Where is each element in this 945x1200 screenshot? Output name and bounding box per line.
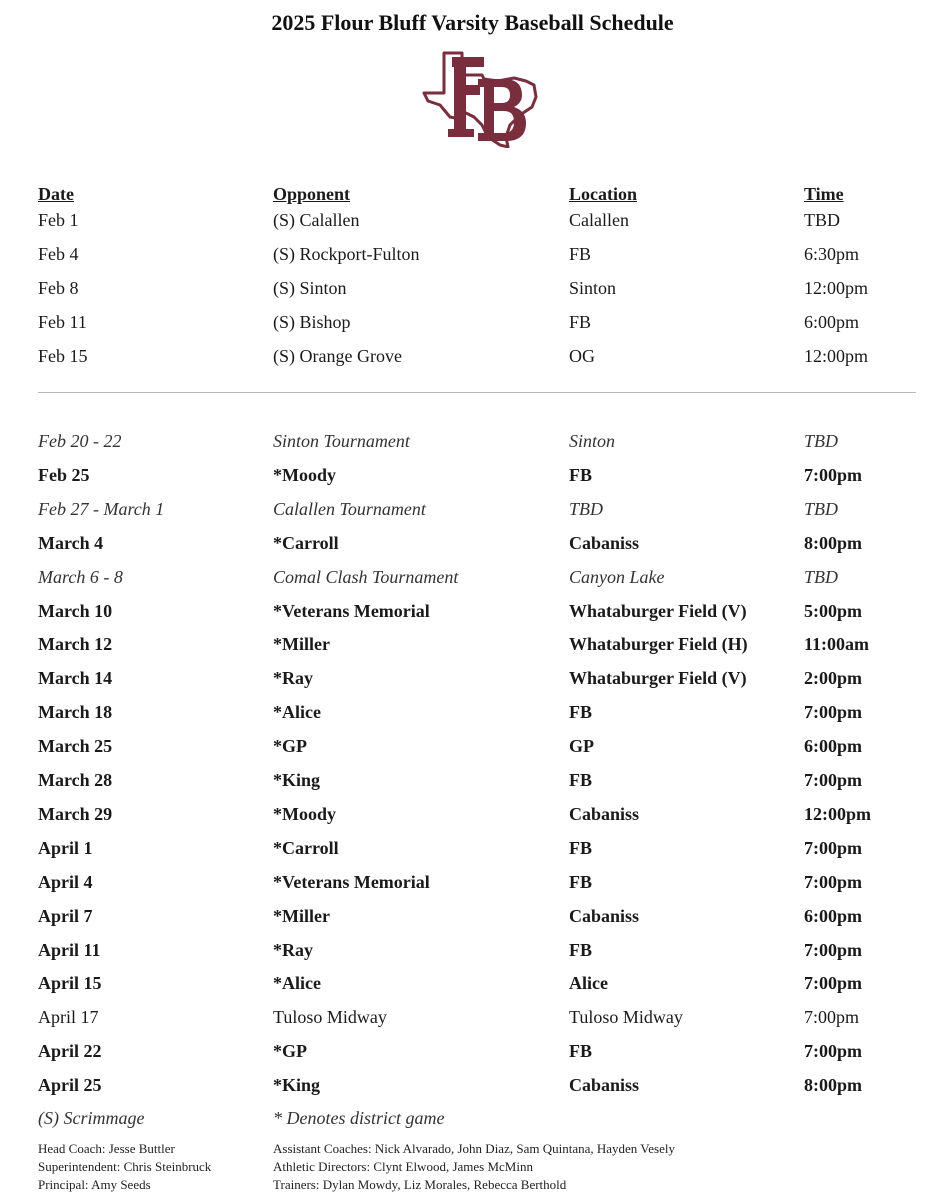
cell-time: 7:00pm — [804, 1007, 860, 1028]
cell-date: Feb 1 — [38, 210, 79, 230]
cell-date: Feb 15 — [38, 346, 88, 366]
cell-opponent: Calallen Tournament — [273, 498, 426, 519]
cell-location: FB — [569, 871, 593, 892]
cell-location: Whataburger Field (V) — [569, 600, 747, 621]
cell-location: Tuloso Midway — [569, 1007, 683, 1028]
cell-date: April 4 — [38, 871, 93, 892]
principal: Principal: Amy Seeds — [38, 1177, 151, 1192]
table-row — [0, 1004, 945, 1030]
superintendent: Superintendent: Chris Steinbruck — [38, 1159, 212, 1174]
cell-opponent: (S) Sinton — [273, 278, 347, 298]
table-row — [0, 733, 945, 759]
cell-time: 11:00am — [804, 634, 869, 655]
time-header: Time — [804, 184, 844, 204]
cell-date: April 17 — [38, 1007, 99, 1028]
cell-location: Whataburger Field (V) — [569, 668, 747, 689]
cell-location: Canyon Lake — [569, 566, 665, 587]
table-row — [0, 1072, 945, 1098]
cell-time: 7:00pm — [804, 939, 862, 960]
cell-time: 2:00pm — [804, 668, 862, 689]
table-row — [0, 631, 945, 657]
cell-date: April 22 — [38, 1041, 102, 1062]
cell-location: Whataburger Field (H) — [569, 634, 748, 655]
cell-time: 7:00pm — [804, 871, 862, 892]
cell-date: Feb 11 — [38, 312, 87, 332]
table-row — [0, 428, 945, 454]
cell-location: FB — [569, 244, 592, 264]
cell-opponent: *GP — [273, 1041, 307, 1062]
cell-time: 6:00pm — [804, 736, 862, 757]
cell-time: TBD — [804, 498, 839, 519]
table-row — [0, 462, 945, 488]
cell-opponent: *King — [273, 770, 321, 790]
table-row — [0, 1038, 945, 1064]
cell-date: April 15 — [38, 973, 102, 994]
cell-location: FB — [569, 939, 593, 960]
cell-opponent: *Alice — [273, 702, 321, 723]
district-legend: * Denotes district game — [273, 1108, 445, 1128]
cell-date: Feb 27 - March 1 — [38, 498, 165, 519]
cell-opponent: (S) Bishop — [273, 312, 351, 332]
cell-opponent: *Carroll — [273, 532, 339, 553]
cell-location: FB — [569, 837, 593, 858]
cell-opponent: *Ray — [273, 939, 313, 960]
cell-time: 7:00pm — [804, 770, 862, 790]
cell-opponent: (S) Calallen — [273, 210, 360, 230]
cell-date: Feb 4 — [38, 244, 79, 264]
opponent-header: Opponent — [273, 184, 351, 204]
cell-time: TBD — [804, 566, 839, 587]
table-row — [0, 598, 945, 624]
page-title: 2025 Flour Bluff Varsity Baseball Schedule — [271, 10, 674, 35]
table-row — [0, 564, 945, 590]
cell-date: April 7 — [38, 905, 93, 926]
section-divider — [38, 392, 916, 393]
table-row — [0, 343, 945, 369]
table-row — [0, 665, 945, 691]
cell-time: 7:00pm — [804, 973, 862, 994]
cell-date: Feb 25 — [38, 464, 90, 485]
cell-opponent: *Veterans Memorial — [273, 871, 430, 892]
date-header: Date — [38, 184, 74, 204]
cell-opponent: Comal Clash Tournament — [273, 566, 459, 587]
table-row — [0, 970, 945, 996]
cell-date: March 25 — [38, 736, 113, 757]
cell-time: 12:00pm — [804, 346, 869, 366]
cell-date: Feb 20 - 22 — [38, 431, 122, 451]
cell-opponent: *Veterans Memorial — [273, 600, 430, 621]
location-header: Location — [569, 184, 638, 204]
cell-time: 7:00pm — [804, 702, 862, 723]
cell-opponent: *Miller — [273, 634, 330, 655]
cell-location: FB — [569, 1041, 593, 1062]
table-row — [0, 801, 945, 827]
cell-time: 6:00pm — [804, 312, 860, 332]
cell-opponent: Sinton Tournament — [273, 431, 410, 451]
scrimmage-legend: (S) Scrimmage — [38, 1108, 145, 1128]
table-row — [0, 530, 945, 556]
cell-time: 8:00pm — [804, 532, 862, 553]
table-row — [0, 835, 945, 861]
cell-time: 7:00pm — [804, 464, 862, 485]
cell-location: FB — [569, 464, 593, 485]
cell-date: March 28 — [38, 770, 113, 790]
cell-time: 12:00pm — [804, 278, 869, 298]
cell-location: Calallen — [569, 210, 629, 230]
cell-time: 6:30pm — [804, 244, 860, 264]
cell-time: 5:00pm — [804, 600, 862, 621]
assistant-coaches: Assistant Coaches: Nick Alvarado, John Diaz, Sam Quintana, Hayden Vesely — [273, 1141, 675, 1156]
cell-location: FB — [569, 702, 593, 723]
cell-location: Sinton — [569, 278, 617, 298]
cell-date: March 29 — [38, 803, 113, 824]
schedule-header-row — [0, 181, 945, 207]
cell-time: 8:00pm — [804, 1075, 862, 1096]
cell-location: Sinton — [569, 431, 616, 451]
cell-location: Cabaniss — [569, 532, 640, 553]
table-row — [0, 903, 945, 929]
cell-time: 7:00pm — [804, 837, 862, 858]
fb-logo-icon — [422, 45, 540, 148]
cell-location: Cabaniss — [569, 803, 640, 824]
table-row — [0, 309, 945, 335]
cell-location: FB — [569, 312, 592, 332]
cell-opponent: *Miller — [273, 905, 330, 926]
table-row — [0, 767, 945, 793]
table-row — [0, 241, 945, 267]
table-row — [0, 275, 945, 301]
cell-date: Feb 8 — [38, 278, 79, 298]
table-row — [0, 699, 945, 725]
cell-location: OG — [569, 346, 595, 366]
cell-location: Cabaniss — [569, 1075, 640, 1096]
table-row — [0, 937, 945, 963]
table-row — [0, 496, 945, 522]
table-row — [0, 207, 945, 233]
cell-date: March 18 — [38, 702, 113, 723]
cell-opponent: Tuloso Midway — [273, 1007, 387, 1028]
cell-opponent: *Carroll — [273, 837, 339, 858]
cell-location: FB — [569, 770, 593, 790]
cell-opponent: (S) Rockport-Fulton — [273, 244, 420, 264]
cell-opponent: *Moody — [273, 803, 336, 824]
cell-location: TBD — [569, 498, 604, 519]
cell-opponent: *GP — [273, 736, 307, 757]
cell-location: GP — [569, 736, 594, 757]
cell-date: April 25 — [38, 1075, 102, 1096]
head-coach: Head Coach: Jesse Buttler — [38, 1141, 175, 1156]
cell-location: Cabaniss — [569, 905, 640, 926]
cell-time: TBD — [804, 210, 840, 230]
cell-opponent: *Alice — [273, 973, 321, 994]
cell-date: April 1 — [38, 837, 93, 858]
cell-time: 6:00pm — [804, 905, 862, 926]
cell-date: March 6 - 8 — [38, 566, 123, 587]
cell-opponent: *Ray — [273, 668, 313, 689]
table-row — [0, 869, 945, 895]
cell-opponent: *Moody — [273, 464, 336, 485]
cell-date: April 11 — [38, 939, 101, 960]
cell-date: March 14 — [38, 668, 113, 689]
cell-time: 12:00pm — [804, 803, 871, 824]
cell-opponent: (S) Orange Grove — [273, 346, 402, 366]
cell-time: TBD — [804, 431, 839, 451]
cell-opponent: *King — [273, 1075, 321, 1096]
trainers: Trainers: Dylan Mowdy, Liz Morales, Rebecca Berthold — [273, 1177, 567, 1192]
cell-date: March 4 — [38, 532, 104, 553]
cell-date: March 10 — [38, 600, 113, 621]
cell-time: 7:00pm — [804, 1041, 862, 1062]
athletic-directors: Athletic Directors: Clynt Elwood, James McMinn — [273, 1159, 533, 1174]
cell-date: March 12 — [38, 634, 113, 655]
cell-location: Alice — [569, 973, 608, 994]
